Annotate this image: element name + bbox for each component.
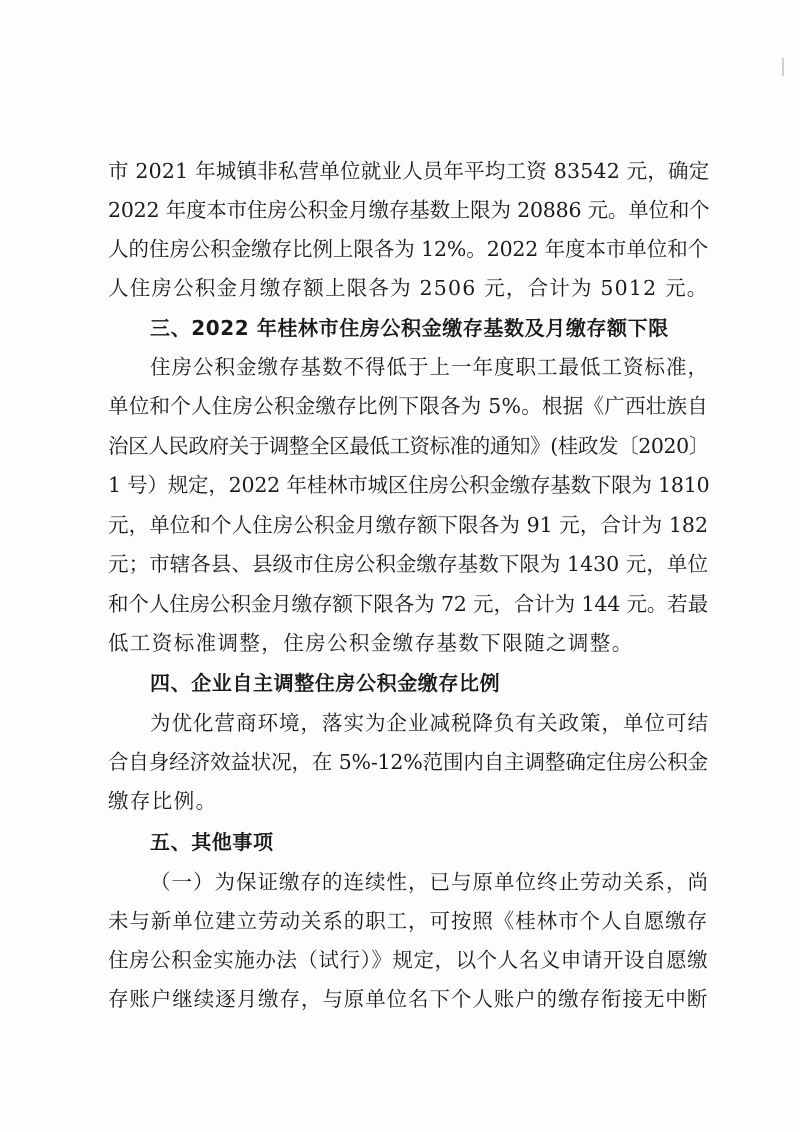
paragraph-line: 人的住房公积金缴存比例上限各为 12%。2022 年度本市单位和个 [108, 237, 708, 261]
paragraph-line: 为优化营商环境，落实为企业减税降负有关政策，单位可结 [150, 711, 709, 735]
paragraph-line: 合自身经济效益状况，在 5%-12%范围内自主调整确定住房公积金 [108, 750, 708, 774]
paragraph-line: 住房公积金实施办法（试行）》规定，以个人名义申请开设自愿缴 [108, 948, 708, 972]
paragraph-line: 单位和个人住房公积金缴存比例下限各为 5%。根据《广西壮族自 [108, 394, 708, 418]
section-heading-3: 三、2022 年桂林市住房公积金缴存基数及月缴存额下限 [150, 316, 669, 340]
paragraph-line: 未与新单位建立劳动关系的职工，可按照《桂林市个人自愿缴存 [108, 909, 708, 933]
page-edge-mark [782, 58, 784, 76]
paragraph-line: 低工资标准调整，住房公积金缴存基数下限随之调整。 [108, 631, 634, 655]
paragraph-line: 存账户继续逐月缴存，与原单位名下个人账户的缴存衔接无中断 [108, 987, 708, 1011]
paragraph-line: 市 2021 年城镇非私营单位就业人员年平均工资 83542 元，确定 [108, 159, 710, 183]
paragraph-line: 住房公积金缴存基数不得低于上一年度职工最低工资标准， [150, 355, 709, 379]
paragraph-line: 元；市辖各县、县级市住房公积金缴存基数下限为 1430 元，单位 [108, 552, 708, 576]
section-heading-4: 四、企业自主调整住房公积金缴存比例 [150, 671, 501, 695]
paragraph-line: 人住房公积金月缴存额上限各为 2506 元，合计为 5012 元。 [108, 276, 709, 300]
paragraph-line: 治区人民政府关于调整全区最低工资标准的通知》(桂政发〔2020〕 [108, 434, 709, 458]
paragraph-line: （一）为保证缴存的连续性，已与原单位终止劳动关系，尚 [150, 870, 709, 894]
paragraph-line: 1 号）规定，2022 年桂林市城区住房公积金缴存基数下限为 1810 [108, 473, 710, 497]
paragraph-line: 和个人住房公积金月缴存额下限各为 72 元，合计为 144 元。若最 [108, 592, 708, 616]
paragraph-line: 2022 年度本市住房公积金月缴存基数上限为 20886 元。单位和个 [108, 198, 710, 222]
section-heading-5: 五、其他事项 [150, 830, 274, 854]
paragraph-line: 缴存比例。 [108, 789, 218, 813]
paragraph-line: 元，单位和个人住房公积金月缴存额下限各为 91 元，合计为 182 [108, 513, 708, 537]
